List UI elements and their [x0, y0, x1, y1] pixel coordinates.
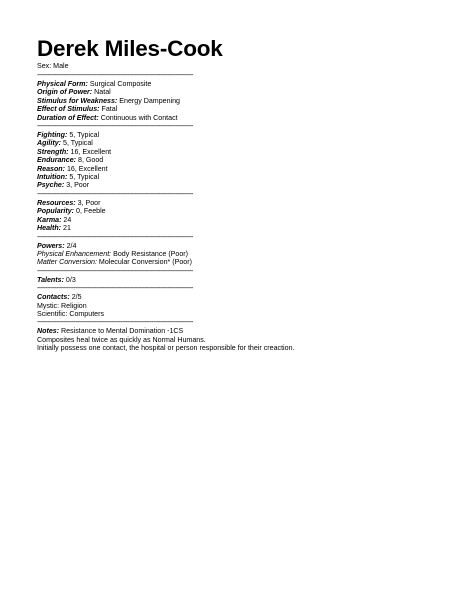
health-value: 21	[61, 224, 71, 233]
contacts-label: Contacts:	[37, 293, 70, 302]
contacts-section	[37, 293, 464, 318]
note-line: Initially possess one contact, the hospital or person responsible for their creaction.	[37, 344, 295, 353]
contact-item: Mystic: Religion	[37, 301, 87, 310]
fighting-value: 5, Typical	[67, 131, 100, 140]
resources-section	[37, 199, 464, 233]
power-row	[37, 258, 464, 266]
powers-header-row	[37, 242, 464, 250]
notes-section	[37, 327, 464, 352]
health-row	[37, 224, 464, 232]
talents-label: Talents:	[37, 275, 64, 284]
power-value: Body Resistance (Poor)	[111, 249, 189, 258]
resources-row	[37, 199, 464, 207]
powers-label: Powers:	[37, 241, 65, 250]
strength-label: Strength:	[37, 147, 69, 156]
physical-form-row	[37, 80, 464, 88]
origin-of-power-value: Natal	[92, 88, 111, 97]
talents-value: 0/3	[63, 275, 76, 284]
character-sex: Sex: Male	[37, 62, 69, 70]
effect-of-stimulus-row	[37, 105, 464, 113]
resources-value: 3, Poor	[75, 198, 101, 207]
reason-label: Reason:	[37, 164, 65, 173]
karma-label: Karma:	[37, 215, 62, 224]
intuition-label: Intuition:	[37, 173, 68, 182]
endurance-value: 8, Good	[76, 156, 104, 165]
origin-of-power-row	[37, 88, 464, 96]
duration-of-effect-label: Duration of Effect:	[37, 113, 99, 122]
talents-row	[37, 276, 464, 284]
agility-label: Agility:	[37, 139, 62, 148]
endurance-label: Endurance:	[37, 156, 77, 165]
agility-row	[37, 139, 464, 147]
contact-item: Scientific: Computers	[37, 309, 105, 318]
endurance-row	[37, 156, 464, 164]
divider: ------------------------------------------------------------------------------------------	[37, 123, 193, 131]
power-name: Matter Conversion:	[37, 258, 97, 267]
origin-section	[37, 80, 464, 122]
intuition-row	[37, 173, 464, 181]
intuition-value: 5, Typical	[67, 173, 100, 182]
strength-value: 16, Excellent	[68, 147, 112, 156]
psyche-label: Psyche:	[37, 181, 65, 190]
contacts-header-row	[37, 293, 464, 301]
powers-section	[37, 242, 464, 267]
effect-of-stimulus-value: Fatal	[99, 105, 118, 114]
resources-label: Resources:	[37, 198, 76, 207]
physical-form-label: Physical Form:	[37, 80, 88, 88]
stimulus-for-weakness-label: Stimulus for Weakness:	[37, 96, 118, 105]
power-value: Molecular Conversion* (Poor)	[96, 258, 192, 267]
power-name: Physical Enhancement:	[37, 249, 112, 258]
physical-form-value: Surgical Composite	[87, 80, 152, 88]
divider: ------------------------------------------------------------------------------------------	[37, 319, 193, 327]
origin-of-power-label: Origin of Power:	[37, 88, 93, 97]
fighting-row	[37, 131, 464, 139]
agility-value: 5, Typical	[61, 139, 93, 148]
contacts-value: 2/5	[69, 293, 82, 302]
divider: ------------------------------------------------------------------------------------------	[37, 233, 193, 241]
stimulus-for-weakness-row	[37, 97, 464, 105]
karma-value: 24	[61, 215, 72, 224]
popularity-label: Popularity:	[37, 207, 75, 216]
power-row	[37, 250, 464, 258]
divider: ------------------------------------------------------------------------------------------	[37, 267, 193, 275]
notes-value: Resistance to Mental Domination -1CS	[59, 327, 184, 336]
stimulus-for-weakness-value: Energy Dampening	[117, 96, 180, 105]
psyche-value: 3, Poor	[64, 181, 90, 190]
character-name: Derek Miles-Cook	[37, 36, 223, 61]
notes-label: Notes:	[37, 327, 60, 336]
popularity-value: 0, Feeble	[74, 207, 106, 216]
duration-of-effect-value: Continuous with Contact	[98, 113, 178, 122]
health-label: Health:	[37, 224, 62, 233]
abilities-section	[37, 131, 464, 190]
reason-value: 16, Excellent	[65, 164, 108, 173]
fighting-label: Fighting:	[37, 131, 68, 140]
effect-of-stimulus-label: Effect of Stimulus:	[37, 105, 100, 114]
note-line: Composites heal twice as quickly as Normal Humans.	[37, 335, 206, 344]
psyche-row	[37, 181, 464, 189]
duration-of-effect-row	[37, 114, 464, 122]
divider: ------------------------------------------------------------------------------------------	[37, 72, 193, 79]
popularity-row	[37, 207, 464, 215]
karma-row	[37, 216, 464, 224]
strength-row	[37, 148, 464, 156]
reason-row	[37, 165, 464, 173]
powers-value: 2/4	[64, 241, 77, 250]
divider: ------------------------------------------------------------------------------------------	[37, 190, 193, 198]
notes-header-row	[37, 327, 464, 335]
divider: ------------------------------------------------------------------------------------------	[37, 285, 193, 293]
talents-section	[37, 276, 464, 284]
